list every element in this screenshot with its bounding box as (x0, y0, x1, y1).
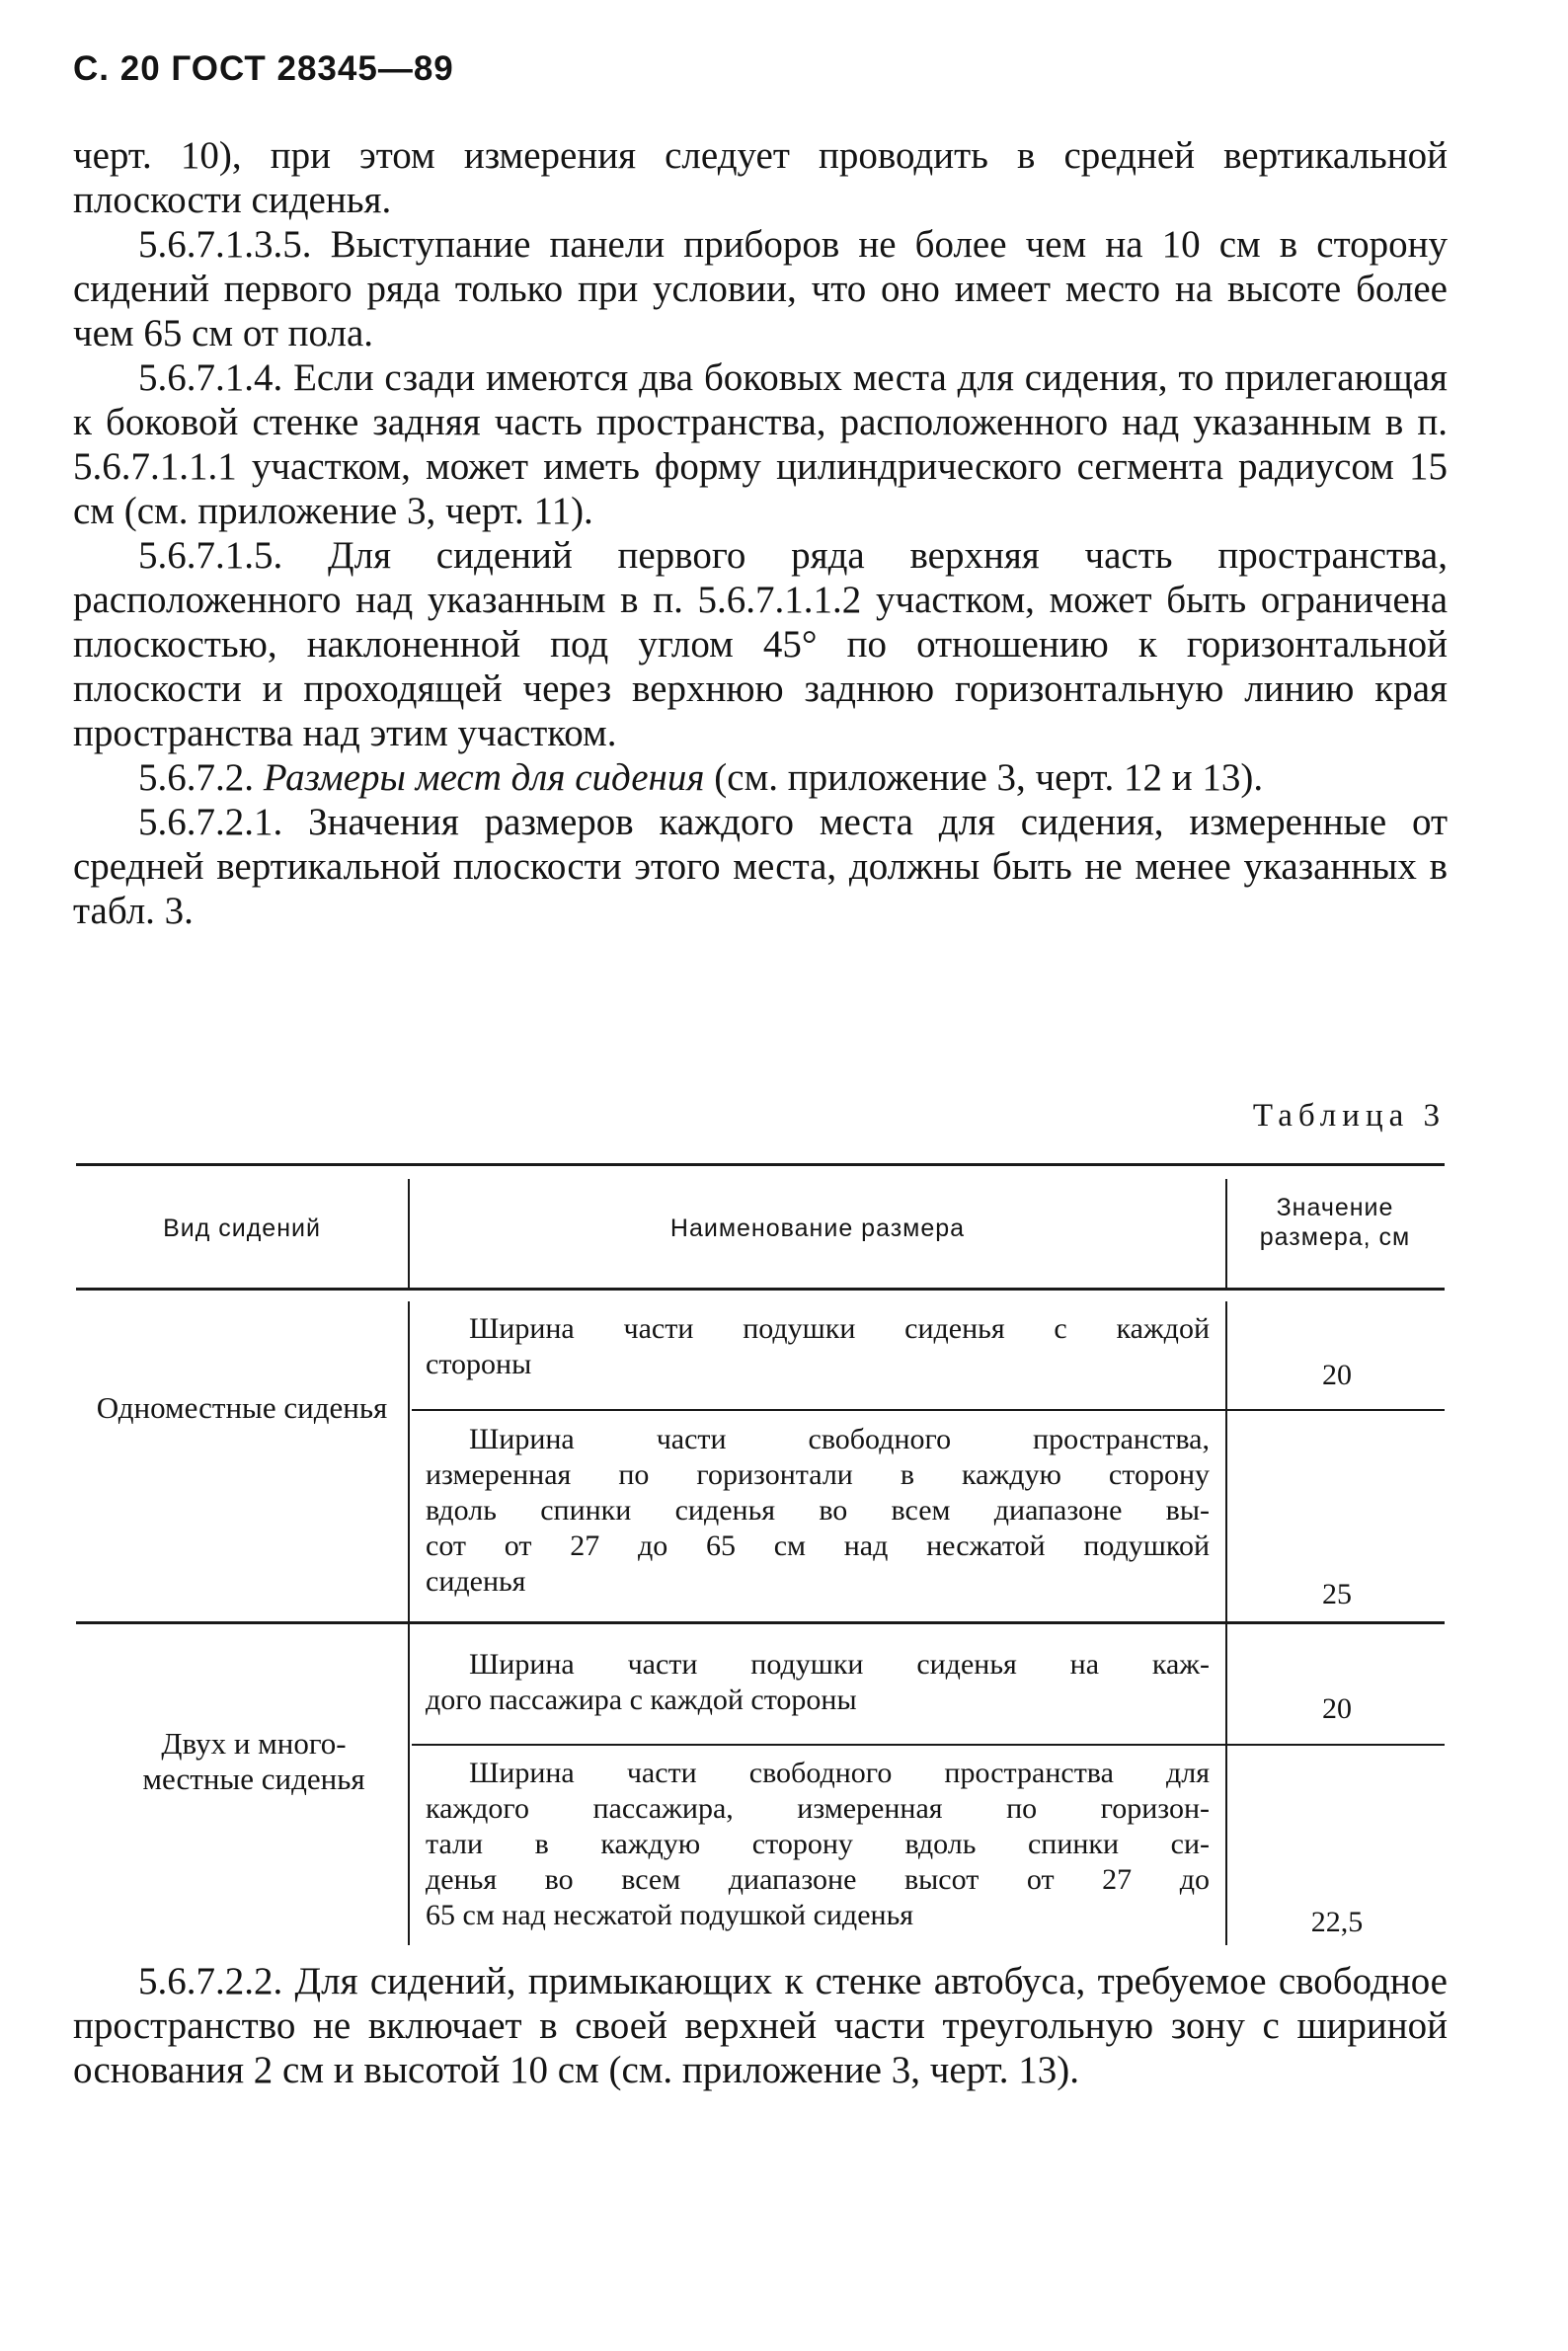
g2r2-line5: 65 см над несжатой подушкой сиденья (426, 1899, 914, 1931)
closing-paragraph: 5.6.7.2.2. Для сидений, примыкающих к стенке автобуса, требуемое свободное пространство не включает в своей верхней части треугольную зону с шириной основания 2 см и высотой 10 см (см. приложение 3, черт. 13). (73, 1960, 1448, 2091)
group2-row2-value: 22,5 (1310, 1906, 1364, 1938)
paragraph-6: 5.6.7.2.1. Значения размеров каждого места для сидения, измеренные от средней вертикальной плоскости этого места, должны быть не менее указанных в табл. 3. (73, 801, 1448, 932)
g1r1-line2: стороны (426, 1348, 532, 1380)
g2r1-line2: дого пассажира с каждой стороны (426, 1684, 857, 1716)
group1-row2-text (426, 1422, 1210, 1600)
g1r2-line2: измеренная по горизонтали в каждую сторону (426, 1458, 1210, 1491)
table-title: Таблица 3 (1252, 1098, 1446, 1134)
page-header: С. 20 ГОСТ 28345—89 (73, 49, 454, 88)
group2-divider-1 (408, 1637, 410, 1945)
closing-text (73, 1959, 1448, 2092)
g2r2-line4: денья во всем диапазоне высот от 27 до (426, 1863, 1210, 1896)
table-3 (76, 1163, 1445, 1943)
g2r2-line2: каждого пассажира, измеренная по горизон- (426, 1792, 1210, 1825)
paragraph-1: черт. 10), при этом измерения следует проводить в средней вертикальной плоскости сиденья. (73, 134, 1448, 221)
table-header-border (76, 1288, 1445, 1291)
paragraph-3: 5.6.7.1.4. Если сзади имеются два боковых места для сидения, то прилегающая к боковой стенке задняя часть пространства, расположенного над указанным в п. 5.6.7.1.1.1 участком, может иметь форму цилиндрического сегмента радиусом 15 см (см. приложение 3, черт. 11). (73, 356, 1448, 532)
header-dimension-value: Значение размера, см (1259, 1194, 1411, 1251)
group1-label: Одноместные сиденья (96, 1390, 388, 1425)
group1-row2-value: 25 (1322, 1578, 1352, 1610)
paragraph-5-number: 5.6.7.2. (138, 756, 254, 799)
g1r1-line1: Ширина части подушки сиденья с каждой (469, 1312, 1210, 1345)
paragraph-5 (73, 755, 1448, 800)
group-separator (76, 1621, 1445, 1624)
group2-row2-text (426, 1756, 1210, 1933)
paragraph-2: 5.6.7.1.3.5. Выступание панели приборов не более чем на 10 см в сторону сидений первого ряда только при условии, что оно имеет место на высоте более чем 65 см от пола. (73, 223, 1448, 354)
group2-label: Двух и много- местные сиденья (142, 1726, 365, 1796)
paragraph-5-italic: Размеры мест для сидения (263, 756, 705, 799)
group1-row-divider (412, 1409, 1445, 1411)
group2-divider-2 (1225, 1637, 1227, 1945)
g2r1-line1: Ширина части подушки сиденья на каж- (469, 1648, 1210, 1681)
g2r2-line1: Ширина части свободного пространства для (469, 1757, 1210, 1789)
header-divider-2 (1225, 1179, 1227, 1288)
header-dimension-name: Наименование размера (669, 1215, 966, 1242)
g1r2-line4: сот от 27 до 65 см над несжатой подушкой (426, 1529, 1210, 1562)
body-text (73, 133, 1448, 933)
g1r2-line1: Ширина части свободного пространства, (469, 1423, 1210, 1455)
group2-row-divider (412, 1744, 1445, 1746)
group1-row1-value: 20 (1322, 1359, 1352, 1391)
table-top-border (76, 1163, 1445, 1166)
group2-row1-text (426, 1647, 1210, 1718)
group1-row1-text (426, 1311, 1210, 1382)
group2-row1-value: 20 (1322, 1692, 1352, 1725)
g1r2-line3: вдоль спинки сиденья во всем диапазоне вы- (426, 1494, 1210, 1527)
header-seat-type: Вид сидений (163, 1215, 321, 1242)
paragraph-5-rest: (см. приложение 3, черт. 12 и 13). (704, 756, 1264, 799)
paragraph-4: 5.6.7.1.5. Для сидений первого ряда верхняя часть пространства, расположенного над указанным в п. 5.6.7.1.1.2 участком, может быть ограничена плоскостью, наклоненной под углом 45° по отношению к горизонтальной плоскости и проходящей через верхнюю заднюю горизонтальную линию края пространства над этим участком. (73, 534, 1448, 754)
g2r2-line3: тали в каждую сторону вдоль спинки си- (426, 1828, 1210, 1860)
g1r2-line5: сиденья (426, 1565, 526, 1598)
